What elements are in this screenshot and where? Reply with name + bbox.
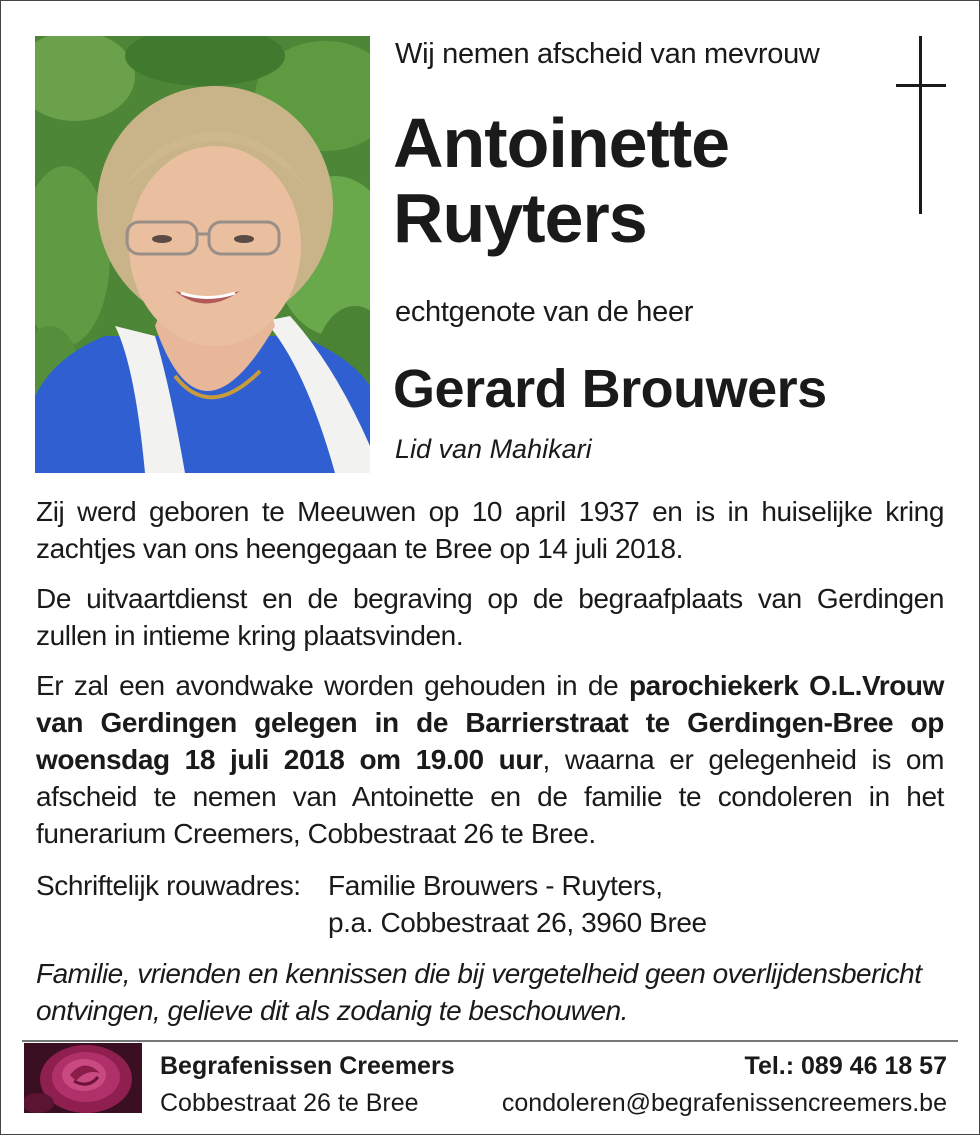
funeral-home-phone: Tel.: 089 46 18 57 — [744, 1052, 947, 1080]
birth-death-paragraph: Zij werd geboren te Meeuwen op 10 april 1937 en is in huiselijke kring zachtjes van ons heengegaan te Bree op 14 juli 2018. — [36, 496, 944, 564]
spouse-name: Gerard Brouwers — [393, 359, 827, 419]
funeral-home-email: condoleren@begrafenissencreemers.be — [501, 1089, 947, 1117]
wake-text-post: , waarna er gelegenheid is om afscheid te nemen van Antoinette en de familie te condoleren in het funerarium Creemers, Cobbestraat 26 te Bree. — [36, 744, 944, 849]
deceased-last-name: Ruyters — [393, 179, 647, 257]
deceased-name — [393, 106, 729, 256]
intro-line: Wij nemen afscheid van mevrouw — [395, 38, 820, 70]
wake-text-pre: Er zal een avondwake worden gehouden in de — [36, 670, 629, 701]
wake-location-bold: parochiekerk O.L.Vrouw van Gerdingen gelegen in de Barrierstraat te Gerdingen-Bree op woensdag 18 juli 2018 om 19.00 uur — [36, 670, 944, 775]
deceased-first-name: Antoinette — [393, 104, 730, 182]
cross-icon — [896, 36, 946, 214]
wake-paragraph — [36, 667, 944, 852]
portrait-photo — [35, 36, 370, 473]
funeral-home-address: Cobbestraat 26 te Bree — [160, 1089, 419, 1117]
rose-image — [24, 1043, 142, 1113]
footer-divider — [22, 1040, 958, 1042]
spouse-intro: echtgenote van de heer — [395, 296, 694, 328]
mourning-address-line1: Familie Brouwers - Ruyters, — [328, 870, 663, 901]
membership-line: Lid van Mahikari — [395, 434, 592, 464]
funeral-paragraph: De uitvaartdienst en de begraving op de begraafplaats van Gerdingen zullen in intieme kring plaatsvinden. — [36, 583, 944, 651]
mourning-address-label: Schriftelijk rouwadres: — [36, 870, 301, 901]
mourning-address-line2: p.a. Cobbestraat 26, 3960 Bree — [328, 907, 707, 938]
funeral-home-name: Begrafenissen Creemers — [160, 1052, 455, 1080]
notice-paragraph: Familie, vrienden en kennissen die bij vergetelheid geen overlijdensbericht ontvingen, gelieve dit als zodanig te beschouwen. — [36, 958, 922, 1026]
